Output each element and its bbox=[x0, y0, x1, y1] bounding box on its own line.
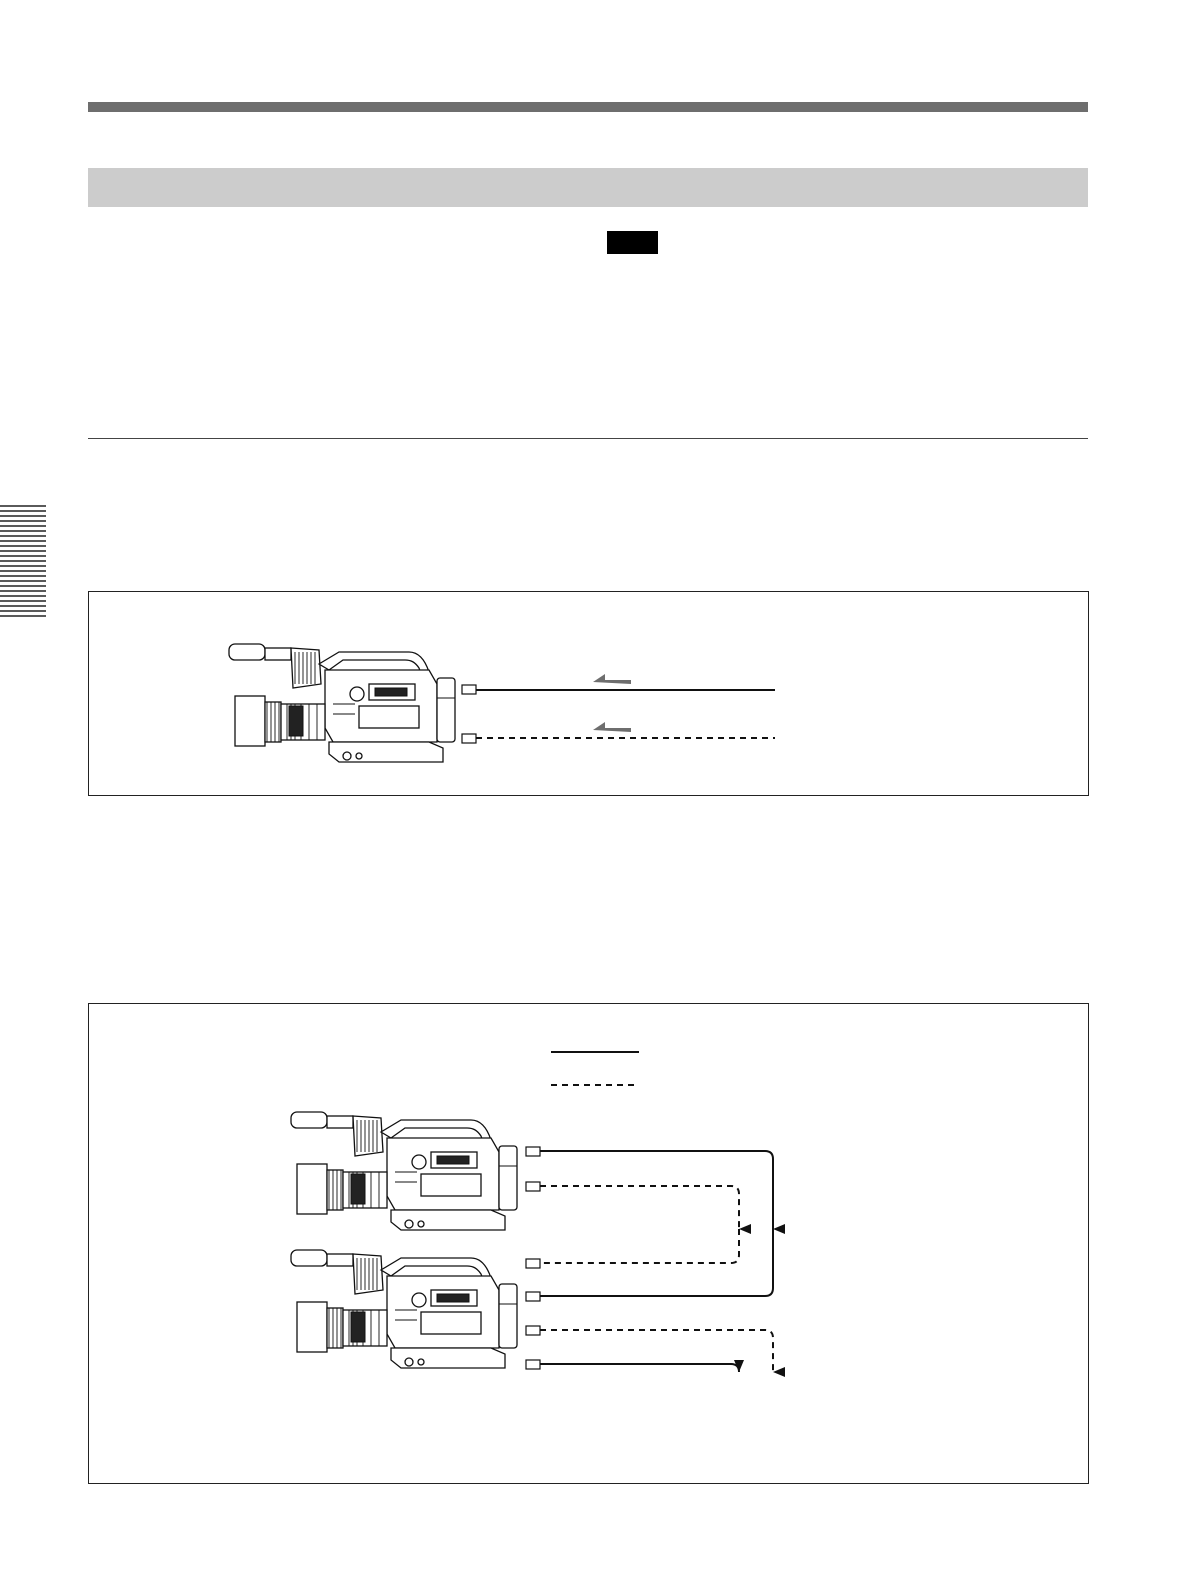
connector-icon bbox=[462, 685, 476, 694]
connector-icon bbox=[526, 1326, 540, 1335]
cable-dashed bbox=[540, 1229, 739, 1263]
figure-single-camera-drawing bbox=[89, 592, 1090, 797]
signal-arrow-icon bbox=[593, 674, 631, 684]
figure-two-cameras bbox=[88, 1003, 1089, 1484]
cable-solid-out bbox=[540, 1364, 739, 1372]
figure-two-cameras-drawing bbox=[89, 1004, 1090, 1485]
cable-dashed bbox=[540, 1186, 739, 1229]
note-tag bbox=[607, 231, 658, 254]
connector-icon bbox=[526, 1182, 540, 1191]
header-rule bbox=[88, 102, 1088, 112]
section-heading-band bbox=[88, 168, 1088, 207]
chapter-thumb-tab bbox=[0, 505, 46, 617]
connector-icon bbox=[526, 1360, 540, 1369]
signal-arrow-icon bbox=[593, 722, 631, 732]
camcorder-icon bbox=[291, 1112, 517, 1230]
connector-icon bbox=[526, 1147, 540, 1156]
connector-icon bbox=[526, 1259, 540, 1268]
connector-icon bbox=[462, 734, 476, 743]
camcorder-icon bbox=[229, 644, 455, 762]
camcorder-icon bbox=[291, 1250, 517, 1368]
connector-icon bbox=[526, 1292, 540, 1301]
section-divider bbox=[88, 438, 1088, 439]
figure-single-camera bbox=[88, 591, 1089, 796]
